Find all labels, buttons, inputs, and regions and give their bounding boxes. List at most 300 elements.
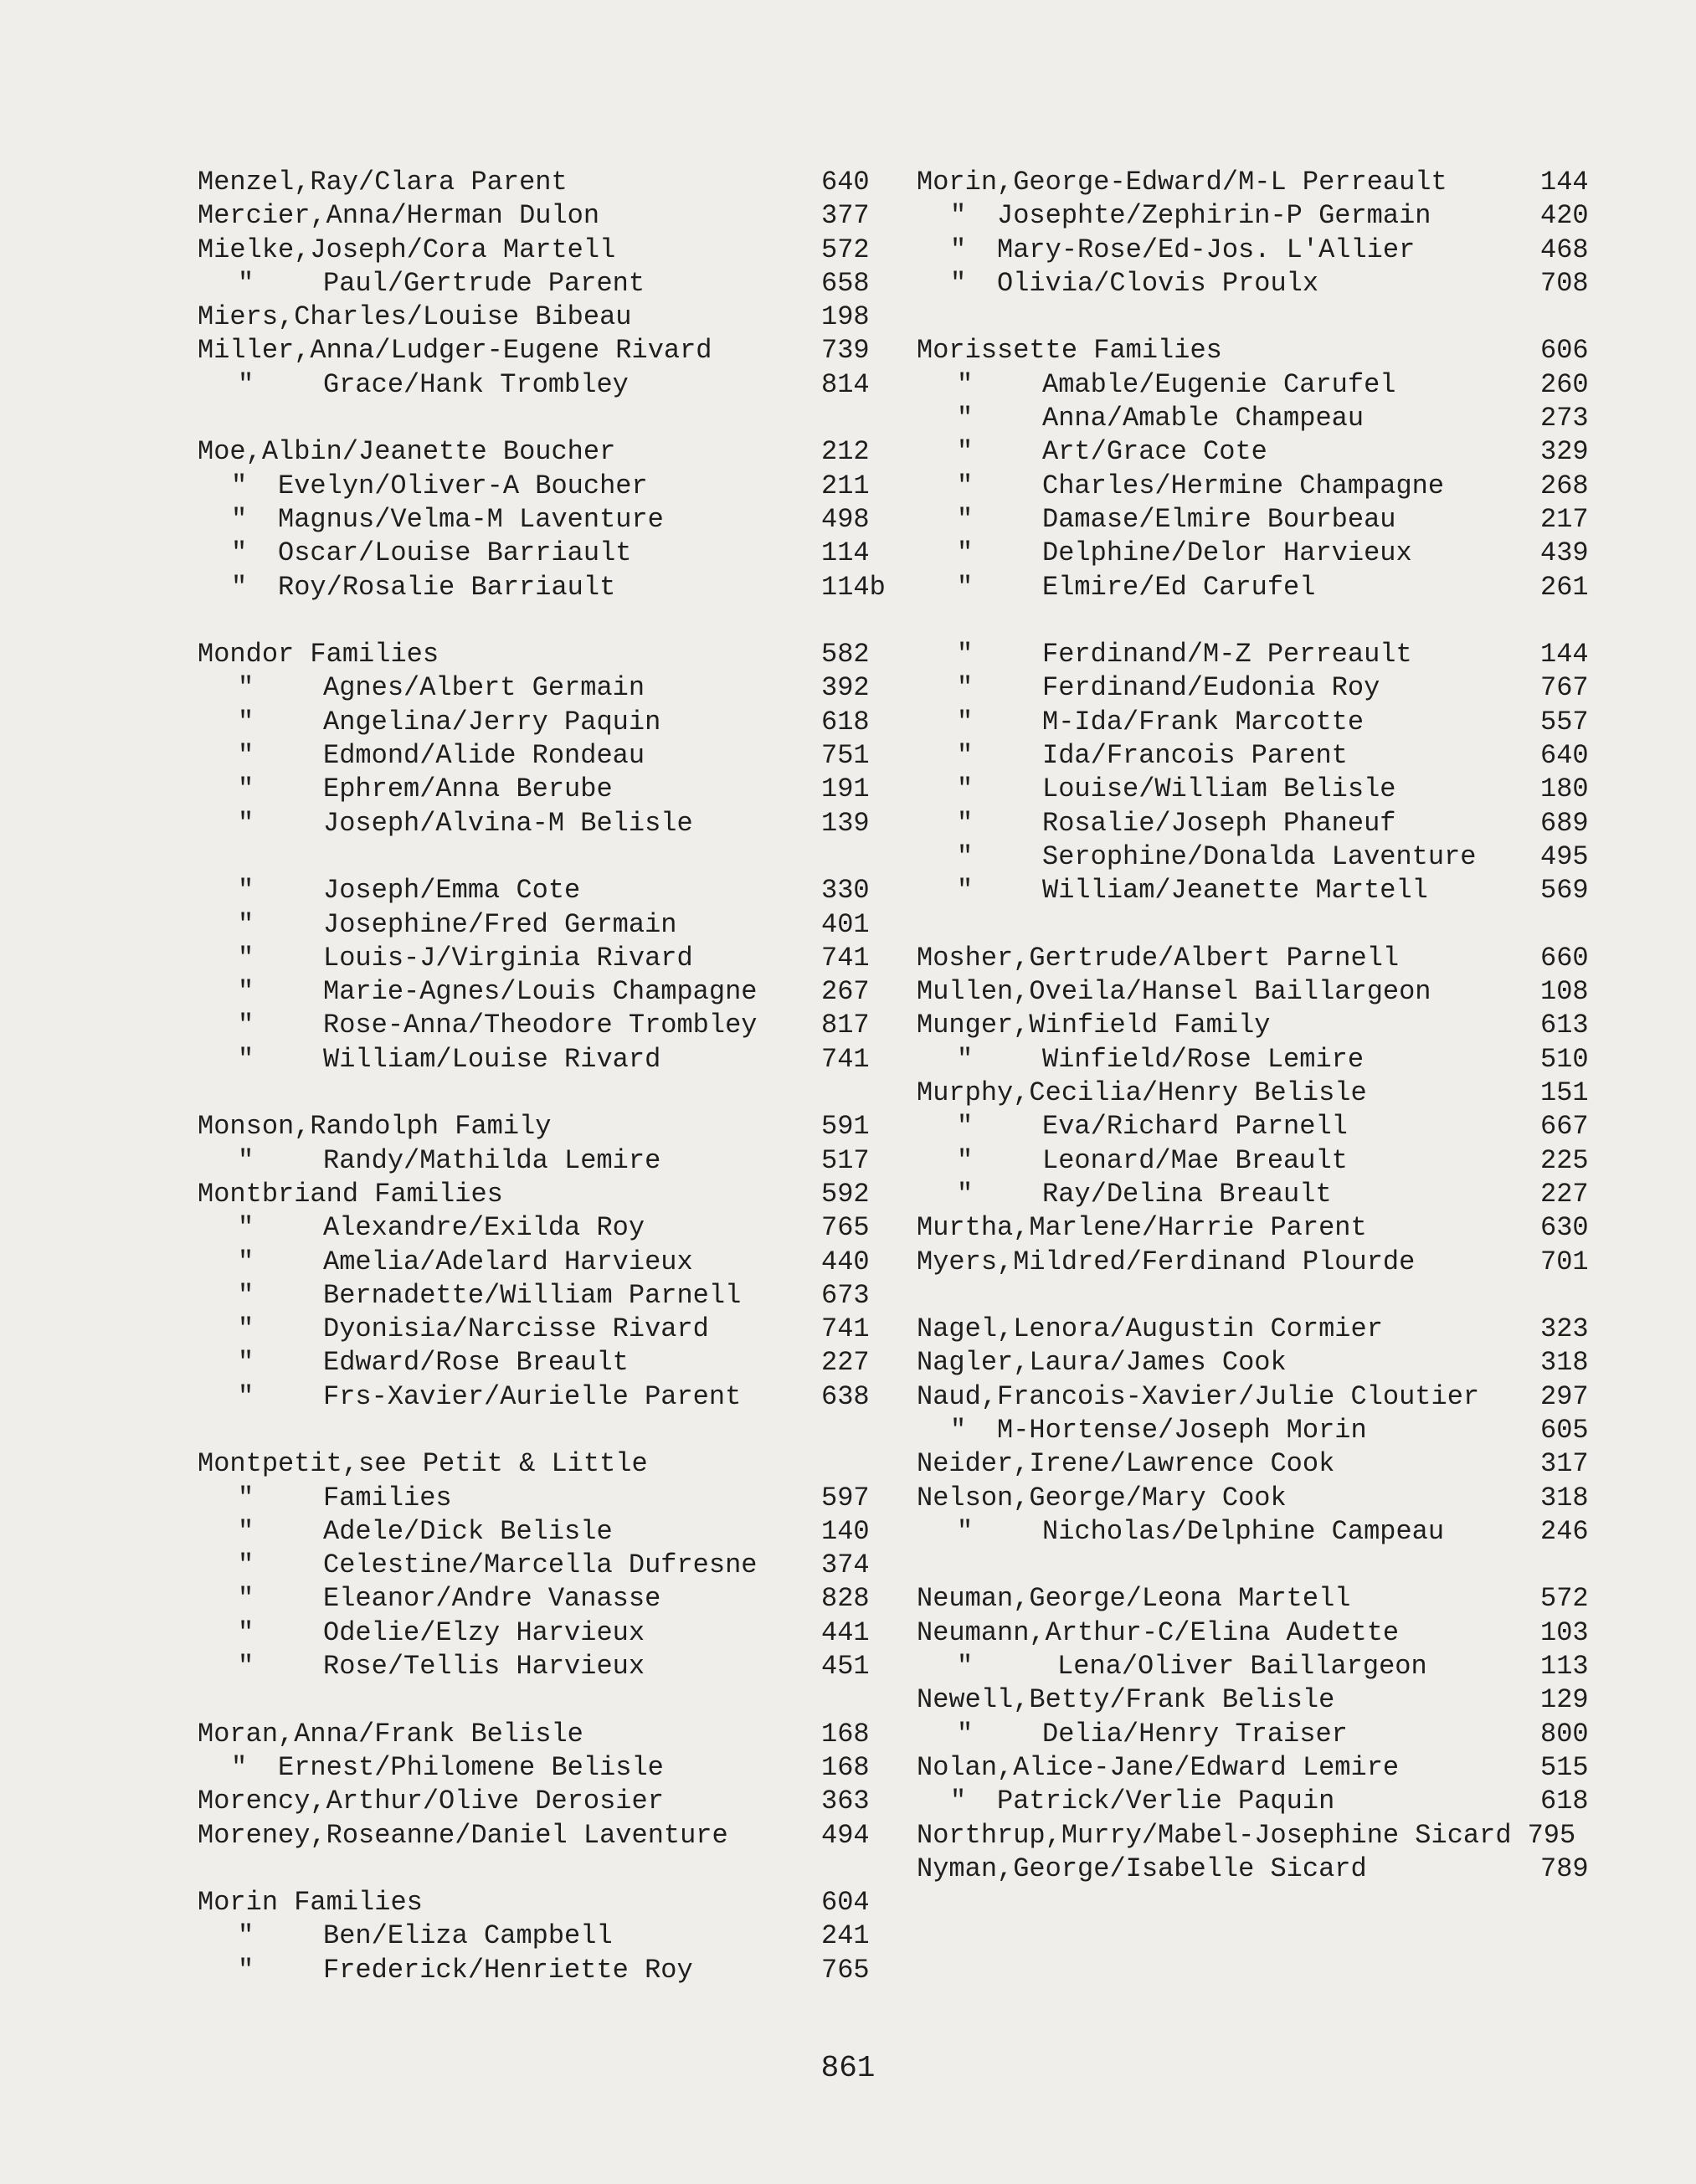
- index-entry: [917, 1515, 1603, 1549]
- entry-name: M-Ida/Frank Marcotte: [1042, 706, 1365, 737]
- index-entry: [917, 537, 1603, 570]
- entry-name: Leonard/Mae Breault: [1042, 1144, 1348, 1176]
- entry-page-number: 739: [821, 335, 870, 367]
- entry-page-number: 800: [1540, 1718, 1589, 1750]
- ditto-mark: ": [238, 1583, 254, 1615]
- blank-line: [198, 604, 876, 638]
- entry-page-number: 401: [821, 908, 870, 940]
- entry-name: Josephte/Zephirin-P Germain: [997, 200, 1431, 232]
- ditto-mark: ": [950, 267, 967, 299]
- entry-name: Louise/William Belisle: [1042, 773, 1396, 805]
- ditto-mark: ": [238, 740, 254, 772]
- index-entry: [198, 1515, 876, 1549]
- ditto-mark: ": [238, 1515, 254, 1547]
- ditto-mark: ": [238, 1549, 254, 1581]
- ditto-mark: ": [238, 267, 254, 299]
- index-entry: [198, 1751, 876, 1785]
- blank-line: [917, 908, 1603, 942]
- blank-line: [198, 840, 876, 874]
- entry-page-number: 103: [1540, 1616, 1589, 1648]
- entry-page-number: 439: [1540, 537, 1589, 569]
- ditto-mark: ": [957, 807, 974, 839]
- entry-page-number: 606: [1540, 335, 1589, 367]
- entry-page-number: 741: [821, 1043, 870, 1075]
- entry-name: Ray/Delina Breault: [1042, 1178, 1332, 1210]
- entry-name: Art/Grace Cote: [1042, 436, 1267, 468]
- entry-page-number: 569: [1540, 875, 1589, 907]
- entry-name: Mullen,Oveila/Hansel Baillargeon: [917, 976, 1431, 1008]
- entry-page-number: 604: [821, 1887, 870, 1919]
- page-number: 861: [820, 2051, 876, 2085]
- entry-name: Olivia/Clovis Proulx: [997, 267, 1319, 299]
- entry-name: Nyman,George/Isabelle Sicard: [917, 1853, 1367, 1884]
- entry-name: Ephrem/Anna Berube: [323, 773, 613, 805]
- entry-page-number: 751: [821, 740, 870, 772]
- entry-page-number: 613: [1540, 1010, 1589, 1041]
- index-entry: [198, 1582, 876, 1616]
- entry-name: Edward/Rose Breault: [323, 1347, 629, 1379]
- entry-page-number: 268: [1540, 470, 1589, 501]
- entry-page-number: 515: [1540, 1751, 1589, 1783]
- entry-page-number: 582: [821, 639, 870, 671]
- entry-page-number: 638: [821, 1380, 870, 1412]
- ditto-mark: ": [957, 706, 974, 737]
- ditto-mark: ": [238, 976, 254, 1008]
- index-entry: [917, 1414, 1603, 1447]
- index-entry: [917, 1751, 1603, 1785]
- entry-name: Elmire/Ed Carufel: [1042, 571, 1316, 603]
- blank-line: [917, 301, 1603, 334]
- index-entry: [917, 942, 1603, 975]
- entry-name: Grace/Hank Trombley: [323, 368, 629, 400]
- entry-page-number: 241: [821, 1920, 870, 1952]
- entry-name: Myers,Mildred/Ferdinand Plourde: [917, 1246, 1416, 1277]
- ditto-mark: ": [238, 807, 254, 839]
- entry-page-number: 765: [821, 1954, 870, 1986]
- index-entry: [917, 334, 1603, 367]
- index-entry: [198, 908, 876, 942]
- entry-page-number: 420: [1540, 200, 1589, 232]
- index-entry: [917, 1482, 1603, 1515]
- entry-name: Neider,Irene/Lawrence Cook: [917, 1448, 1335, 1480]
- entry-page-number: 495: [1540, 840, 1589, 872]
- entry-name: Miller,Anna/Ludger-Eugene Rivard: [198, 335, 712, 367]
- ditto-mark: ": [238, 1212, 254, 1244]
- entry-name: Frs-Xavier/Aurielle Parent: [323, 1380, 742, 1412]
- index-entry: [198, 1650, 876, 1683]
- entry-name: Eva/Richard Parnell: [1042, 1111, 1348, 1143]
- entry-name: Montbriand Families: [198, 1178, 503, 1210]
- entry-name: Adele/Dick Belisle: [323, 1515, 613, 1547]
- ditto-mark: ": [950, 234, 967, 265]
- entry-page-number: 701: [1540, 1246, 1589, 1277]
- ditto-mark: ": [957, 1718, 974, 1750]
- entry-name: Mosher,Gertrude/Albert Parnell: [917, 942, 1400, 974]
- entry-name: M-Hortense/Joseph Morin: [997, 1414, 1367, 1446]
- index-entry: [917, 1246, 1603, 1279]
- entry-page-number: 640: [1540, 740, 1589, 772]
- ditto-mark: ": [238, 1920, 254, 1952]
- entry-page-number: 510: [1540, 1043, 1589, 1075]
- entry-page-number: 817: [821, 1010, 870, 1041]
- entry-name: Serophine/Donalda Laventure: [1042, 840, 1477, 872]
- entry-page-number: 151: [1540, 1077, 1589, 1109]
- entry-page-number: 640: [821, 167, 870, 198]
- entry-name: Miers,Charles/Louise Bibeau: [198, 301, 632, 333]
- entry-name: Delphine/Delor Harvieux: [1042, 537, 1412, 569]
- entry-name: Marie-Agnes/Louis Champagne: [323, 976, 758, 1008]
- entry-name: Nicholas/Delphine Campeau: [1042, 1515, 1445, 1547]
- entry-page-number: 191: [821, 773, 870, 805]
- entry-name: Ferdinand/Eudonia Roy: [1042, 672, 1380, 704]
- index-entry: [198, 1346, 876, 1380]
- ditto-mark: ": [957, 537, 974, 569]
- entry-page-number: 618: [1540, 1786, 1589, 1817]
- index-entry: [917, 470, 1603, 503]
- entry-page-number: 660: [1540, 942, 1589, 974]
- index-column-left: [198, 166, 886, 1987]
- index-entry: [917, 1346, 1603, 1380]
- ditto-mark: ": [238, 942, 254, 974]
- index-entry: [198, 942, 876, 975]
- entry-name: Celestine/Marcella Dufresne: [323, 1549, 758, 1581]
- index-entry: [198, 1718, 876, 1751]
- entry-name: Amelia/Adelard Harvieux: [323, 1246, 693, 1277]
- entry-name: Ferdinand/M-Z Perreault: [1042, 639, 1412, 671]
- entry-name: William/Jeanette Martell: [1042, 875, 1428, 907]
- entry-page-number: 323: [1540, 1313, 1589, 1345]
- entry-name: Odelie/Elzy Harvieux: [323, 1616, 645, 1648]
- ditto-mark: ": [238, 1010, 254, 1041]
- ditto-mark: ": [957, 1651, 974, 1683]
- ditto-mark: ": [238, 1313, 254, 1345]
- index-entry: [198, 234, 876, 267]
- entry-page-number: 129: [1540, 1684, 1589, 1716]
- index-entry: [198, 975, 876, 1009]
- entry-name: Nolan,Alice-Jane/Edward Lemire: [917, 1751, 1400, 1783]
- blank-line: [917, 1279, 1603, 1313]
- entry-page-number: 468: [1540, 234, 1589, 265]
- index-entry: [917, 503, 1603, 537]
- ditto-mark: ": [957, 1144, 974, 1176]
- entry-name: Paul/Gertrude Parent: [323, 267, 645, 299]
- ditto-mark: ": [957, 672, 974, 704]
- ditto-mark: ": [231, 470, 248, 501]
- entry-page-number: 828: [821, 1583, 870, 1615]
- entry-name: Moreney,Roseanne/Daniel Laventure: [198, 1819, 728, 1851]
- entry-page-number: 667: [1540, 1111, 1589, 1143]
- index-entry: [198, 773, 876, 806]
- index-entry: [917, 1819, 1603, 1853]
- entry-page-number: 329: [1540, 436, 1589, 468]
- entry-page-number: 795: [1527, 1819, 1576, 1851]
- index-entry: [917, 671, 1603, 705]
- index-entry: [917, 739, 1603, 773]
- ditto-mark: ": [238, 368, 254, 400]
- index-entry: [198, 739, 876, 773]
- index-entry: [917, 571, 1603, 604]
- index-entry: [198, 1110, 876, 1143]
- entry-page-number: 767: [1540, 672, 1589, 704]
- index-entry: [198, 1043, 876, 1077]
- entry-page-number: 318: [1540, 1482, 1589, 1513]
- index-entry: [198, 1313, 876, 1346]
- entry-name: Edmond/Alide Rondeau: [323, 740, 645, 772]
- entry-name: Nagel,Lenora/Augustin Cormier: [917, 1313, 1383, 1345]
- index-entry: [198, 1919, 876, 1953]
- entry-name: Nagler,Laura/James Cook: [917, 1347, 1287, 1379]
- entry-page-number: 297: [1540, 1380, 1589, 1412]
- entry-name: Rosalie/Joseph Phaneuf: [1042, 807, 1396, 839]
- blank-line: [917, 604, 1603, 638]
- index-entry: [917, 874, 1603, 907]
- entry-name: Morissette Families: [917, 335, 1222, 367]
- entry-name: Nelson,George/Mary Cook: [917, 1482, 1287, 1513]
- entry-name: Neumann,Arthur-C/Elina Audette: [917, 1616, 1400, 1648]
- index-entry: [917, 234, 1603, 267]
- entry-page-number: 225: [1540, 1144, 1589, 1176]
- entry-page-number: 630: [1540, 1212, 1589, 1244]
- entry-name: Morin,George-Edward/M-L Perreault: [917, 167, 1447, 198]
- entry-name: Patrick/Verlie Paquin: [997, 1786, 1335, 1817]
- index-entry: [917, 773, 1603, 806]
- entry-name: Magnus/Velma-M Laventure: [278, 503, 664, 535]
- index-entry: [917, 1211, 1603, 1245]
- ditto-mark: ": [957, 840, 974, 872]
- entry-name: Winfield/Rose Lemire: [1042, 1043, 1365, 1075]
- index-entry: [917, 1009, 1603, 1042]
- entry-page-number: 673: [821, 1279, 870, 1311]
- entry-page-number: 198: [821, 301, 870, 333]
- ditto-mark: ": [238, 1482, 254, 1513]
- entry-page-number: 741: [821, 942, 870, 974]
- entry-page-number: 591: [821, 1111, 870, 1143]
- entry-name: Amable/Eugenie Carufel: [1042, 368, 1396, 400]
- index-entry: [198, 334, 876, 367]
- entry-name: William/Louise Rivard: [323, 1043, 661, 1075]
- entry-name: Moran,Anna/Frank Belisle: [198, 1718, 583, 1750]
- entry-name: Monson,Randolph Family: [198, 1111, 552, 1143]
- blank-line: [198, 1683, 876, 1717]
- entry-name: Mercier,Anna/Herman Dulon: [198, 200, 600, 232]
- ditto-mark: ": [238, 1380, 254, 1412]
- ditto-mark: ": [957, 875, 974, 907]
- entry-name: Ida/Francois Parent: [1042, 740, 1348, 772]
- entry-page-number: 227: [821, 1347, 870, 1379]
- entry-page-number: 494: [821, 1819, 870, 1851]
- index-entry: [198, 199, 876, 233]
- entry-name: Eleanor/Andre Vanasse: [323, 1583, 661, 1615]
- index-entry: [917, 199, 1603, 233]
- entry-page-number: 168: [821, 1718, 870, 1750]
- index-entry: [198, 1819, 876, 1853]
- entry-page-number: 261: [1540, 571, 1589, 603]
- entry-page-number: 114b: [821, 571, 886, 603]
- ditto-mark: ": [238, 1144, 254, 1176]
- index-entry: [198, 1211, 876, 1245]
- index-entry: [198, 1482, 876, 1515]
- entry-name: Angelina/Jerry Paquin: [323, 706, 661, 737]
- entry-name: Delia/Henry Traiser: [1042, 1718, 1348, 1750]
- ditto-mark: ": [238, 706, 254, 737]
- entry-page-number: 139: [821, 807, 870, 839]
- entry-name: Frederick/Henriette Roy: [323, 1954, 693, 1986]
- index-entry: [198, 1246, 876, 1279]
- entry-page-number: 113: [1540, 1651, 1589, 1683]
- index-entry: [917, 435, 1603, 469]
- entry-name: Roy/Rosalie Barriault: [278, 571, 616, 603]
- entry-name: Mielke,Joseph/Cora Martell: [198, 234, 616, 265]
- entry-name: Damase/Elmire Bourbeau: [1042, 503, 1396, 535]
- index-entry: [198, 470, 876, 503]
- index-entry: [917, 975, 1603, 1009]
- index-entry: [917, 1110, 1603, 1143]
- ditto-mark: ": [238, 1616, 254, 1648]
- ditto-mark: ": [957, 1515, 974, 1547]
- ditto-mark: ": [238, 908, 254, 940]
- blank-line: [198, 402, 876, 435]
- entry-page-number: 377: [821, 200, 870, 232]
- index-entry: [917, 1313, 1603, 1346]
- entry-page-number: 114: [821, 537, 870, 569]
- index-entry: [917, 1785, 1603, 1818]
- ditto-mark: ": [231, 537, 248, 569]
- ditto-mark: ": [957, 368, 974, 400]
- entry-page-number: 168: [821, 1751, 870, 1783]
- entry-page-number: 374: [821, 1549, 870, 1581]
- index-entry: [917, 1077, 1603, 1110]
- entry-page-number: 517: [821, 1144, 870, 1176]
- entry-name: Rose-Anna/Theodore Trombley: [323, 1010, 758, 1041]
- entry-name: Oscar/Louise Barriault: [278, 537, 632, 569]
- entry-page-number: 741: [821, 1313, 870, 1345]
- entry-page-number: 363: [821, 1786, 870, 1817]
- index-entry: [198, 267, 876, 301]
- entry-name: Neuman,George/Leona Martell: [917, 1583, 1351, 1615]
- entry-page-number: 440: [821, 1246, 870, 1277]
- index-entry: [917, 368, 1603, 402]
- ditto-mark: ": [238, 875, 254, 907]
- ditto-mark: ": [950, 1786, 967, 1817]
- ditto-mark: ": [957, 1178, 974, 1210]
- index-entry: [917, 1853, 1603, 1886]
- index-column-right: [917, 166, 1603, 1886]
- entry-name: Menzel,Ray/Clara Parent: [198, 167, 568, 198]
- entry-name: Joseph/Emma Cote: [323, 875, 581, 907]
- entry-name: Randy/Mathilda Lemire: [323, 1144, 661, 1176]
- index-entry: [198, 301, 876, 334]
- index-entry: [198, 807, 876, 840]
- index-entry: [917, 1683, 1603, 1717]
- index-entry: [198, 874, 876, 907]
- ditto-mark: ": [957, 470, 974, 501]
- entry-name: Morency,Arthur/Olive Derosier: [198, 1786, 664, 1817]
- entry-page-number: 814: [821, 368, 870, 400]
- index-entry: [198, 1447, 876, 1481]
- entry-page-number: 618: [821, 706, 870, 737]
- entry-name: Murphy,Cecilia/Henry Belisle: [917, 1077, 1367, 1109]
- entry-page-number: 557: [1540, 706, 1589, 737]
- ditto-mark: ": [950, 200, 967, 232]
- index-entry: [917, 807, 1603, 840]
- index-entry: [198, 503, 876, 537]
- entry-page-number: 572: [821, 234, 870, 265]
- entry-name: Louis-J/Virginia Rivard: [323, 942, 693, 974]
- entry-name: Ben/Eliza Campbell: [323, 1920, 613, 1952]
- entry-page-number: 451: [821, 1651, 870, 1683]
- index-entry: [198, 1616, 876, 1650]
- entry-page-number: 765: [821, 1212, 870, 1244]
- entry-name: Dyonisia/Narcisse Rivard: [323, 1313, 709, 1345]
- entry-name: Families: [323, 1482, 452, 1513]
- index-entry: [198, 1279, 876, 1313]
- ditto-mark: ": [238, 1651, 254, 1683]
- ditto-mark: ": [957, 773, 974, 805]
- entry-name: Joseph/Alvina-M Belisle: [323, 807, 693, 839]
- entry-name: Ernest/Philomene Belisle: [278, 1751, 664, 1783]
- index-entry: [917, 1718, 1603, 1751]
- entry-page-number: 605: [1540, 1414, 1589, 1446]
- entry-name: Bernadette/William Parnell: [323, 1279, 742, 1311]
- ditto-mark: ": [238, 1043, 254, 1075]
- entry-page-number: 658: [821, 267, 870, 299]
- index-entry: [917, 1616, 1603, 1650]
- index-entry: [198, 435, 876, 469]
- entry-name: Agnes/Albert Germain: [323, 672, 645, 704]
- entry-page-number: 330: [821, 875, 870, 907]
- entry-page-number: 597: [821, 1482, 870, 1513]
- entry-page-number: 592: [821, 1178, 870, 1210]
- entry-page-number: 180: [1540, 773, 1589, 805]
- entry-page-number: 144: [1540, 639, 1589, 671]
- entry-page-number: 260: [1540, 368, 1589, 400]
- ditto-mark: ": [957, 503, 974, 535]
- ditto-mark: ": [238, 773, 254, 805]
- entry-name: Evelyn/Oliver-A Boucher: [278, 470, 648, 501]
- index-entry: [917, 1043, 1603, 1077]
- entry-page-number: 689: [1540, 807, 1589, 839]
- entry-page-number: 572: [1540, 1583, 1589, 1615]
- entry-name: Northrup,Murry/Mabel-Josephine Sicard: [917, 1819, 1512, 1851]
- index-entry: [917, 267, 1603, 301]
- blank-line: [198, 1077, 876, 1110]
- entry-page-number: 273: [1540, 403, 1589, 434]
- entry-name: Munger,Winfield Family: [917, 1010, 1271, 1041]
- entry-name: Josephine/Fred Germain: [323, 908, 677, 940]
- index-entry: [198, 1785, 876, 1818]
- entry-name: Lena/Oliver Baillargeon: [1057, 1651, 1427, 1683]
- ditto-mark: ": [238, 1279, 254, 1311]
- index-entry: [917, 840, 1603, 874]
- entry-name: Alexandre/Exilda Roy: [323, 1212, 645, 1244]
- ditto-mark: ": [957, 1111, 974, 1143]
- ditto-mark: ": [238, 1246, 254, 1277]
- entry-page-number: 392: [821, 672, 870, 704]
- index-entry: [198, 1144, 876, 1178]
- ditto-mark: ": [957, 639, 974, 671]
- index-entry: [198, 166, 876, 199]
- entry-page-number: 144: [1540, 167, 1589, 198]
- blank-line: [917, 1549, 1603, 1582]
- index-entry: [917, 1144, 1603, 1178]
- entry-page-number: 267: [821, 976, 870, 1008]
- entry-page-number: 441: [821, 1616, 870, 1648]
- entry-page-number: 108: [1540, 976, 1589, 1008]
- entry-page-number: 246: [1540, 1515, 1589, 1547]
- index-entry: [917, 638, 1603, 671]
- ditto-mark: ": [231, 1751, 248, 1783]
- ditto-mark: ": [950, 1414, 967, 1446]
